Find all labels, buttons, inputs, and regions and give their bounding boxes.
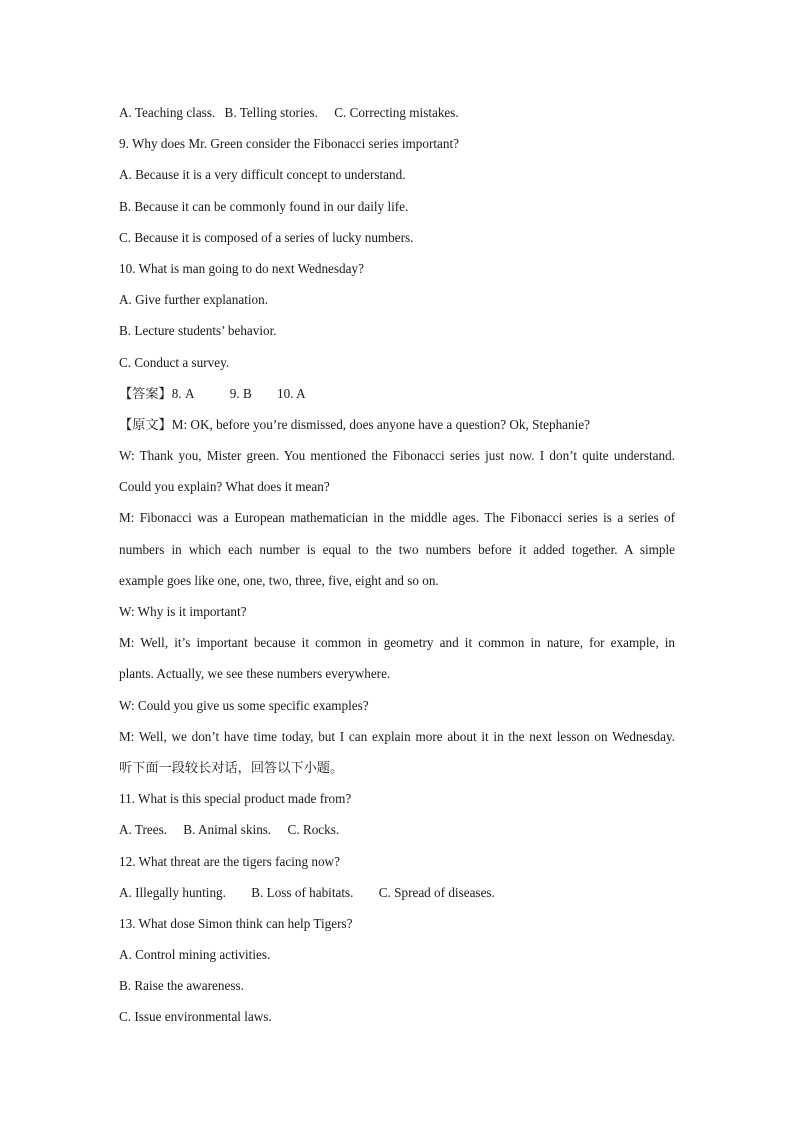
- answer-8: 8. A: [171, 385, 195, 401]
- q11-option-c: C. Rocks.: [287, 822, 340, 838]
- q9-question: 9. Why does Mr. Green consider the Fibonacci series important?: [119, 136, 459, 152]
- q8-options: [119, 101, 675, 132]
- q10-option-b: B. Lecture students’ behavior.: [119, 323, 277, 339]
- q10-question: 10. What is man going to do next Wednesday?: [119, 260, 364, 276]
- transcript-line: W: Why is it important?: [119, 604, 247, 619]
- transcript-line: W: Thank you, Mister green. You mentioned the Fibonacci series just now. I don’t quite understand.: [119, 448, 675, 464]
- q13-question: 13. What dose Simon think can help Tigers?: [119, 915, 353, 931]
- transcript-line: M: Well, it’s important because it common in geometry and it common in nature, for example, in: [119, 635, 675, 651]
- q8-option-a: A. Teaching class.: [119, 105, 216, 120]
- q8-option-b: B. Telling stories.: [224, 105, 318, 120]
- q8-option-c: C. Correcting mistakes.: [334, 105, 459, 120]
- answer-9: 9. B: [229, 385, 252, 401]
- q9-option-b: B. Because it can be commonly found in our daily life.: [119, 198, 409, 214]
- q12-option-b: B. Loss of habitats.: [251, 884, 354, 900]
- answer-label: 【答案】: [119, 385, 172, 401]
- section-instruction: 听下面一段较长对话，回答以下小题。: [119, 759, 344, 775]
- q9-option-a: A. Because it is a very difficult concept to understand.: [119, 167, 406, 183]
- q11-option-b: B. Animal skins.: [183, 822, 272, 838]
- q12-question: 12. What threat are the tigers facing now?: [119, 853, 340, 869]
- q13-option-b: B. Raise the awareness.: [119, 978, 244, 994]
- transcript-line: M: Fibonacci was a European mathematician in the middle ages. The Fibonacci series is a series of: [119, 510, 675, 526]
- answer-10: 10. A: [277, 385, 306, 401]
- transcript-line: Could you explain? What does it mean?: [119, 479, 330, 495]
- transcript-line: M: Well, we don’t have time today, but I can explain more about it in the next lesson on Wednesday.: [119, 728, 675, 744]
- q11-options: [119, 818, 675, 849]
- q13-option-c: C. Issue environmental laws.: [119, 1009, 272, 1025]
- transcript-line: plants. Actually, we see these numbers everywhere.: [119, 666, 391, 682]
- q11-question: 11. What is this special product made from?: [119, 791, 352, 807]
- transcript-text: M: OK, before you’re dismissed, does anyone have a question? Ok, Stephanie?: [171, 416, 590, 432]
- q13-option-a: A. Control mining activities.: [119, 947, 271, 963]
- transcript-label: 【原文】: [119, 416, 172, 432]
- transcript-line: [119, 413, 675, 444]
- transcript-line: numbers in which each number is equal to the two numbers before it added together. A simple: [119, 541, 675, 557]
- q10-option-c: C. Conduct a survey.: [119, 354, 230, 370]
- document-page: [119, 101, 675, 1037]
- q12-option-a: A. Illegally hunting.: [119, 884, 226, 900]
- q10-option-a: A. Give further explanation.: [119, 292, 269, 308]
- q12-options: [119, 881, 675, 912]
- q12-option-c: C. Spread of diseases.: [378, 884, 495, 900]
- q9-option-c: C. Because it is composed of a series of lucky numbers.: [119, 229, 414, 245]
- answer-line: [119, 382, 675, 413]
- q11-option-a: A. Trees.: [119, 822, 167, 838]
- transcript-line: W: Could you give us some specific examples?: [119, 697, 369, 713]
- transcript-line: example goes like one, one, two, three, five, eight and so on.: [119, 572, 439, 588]
